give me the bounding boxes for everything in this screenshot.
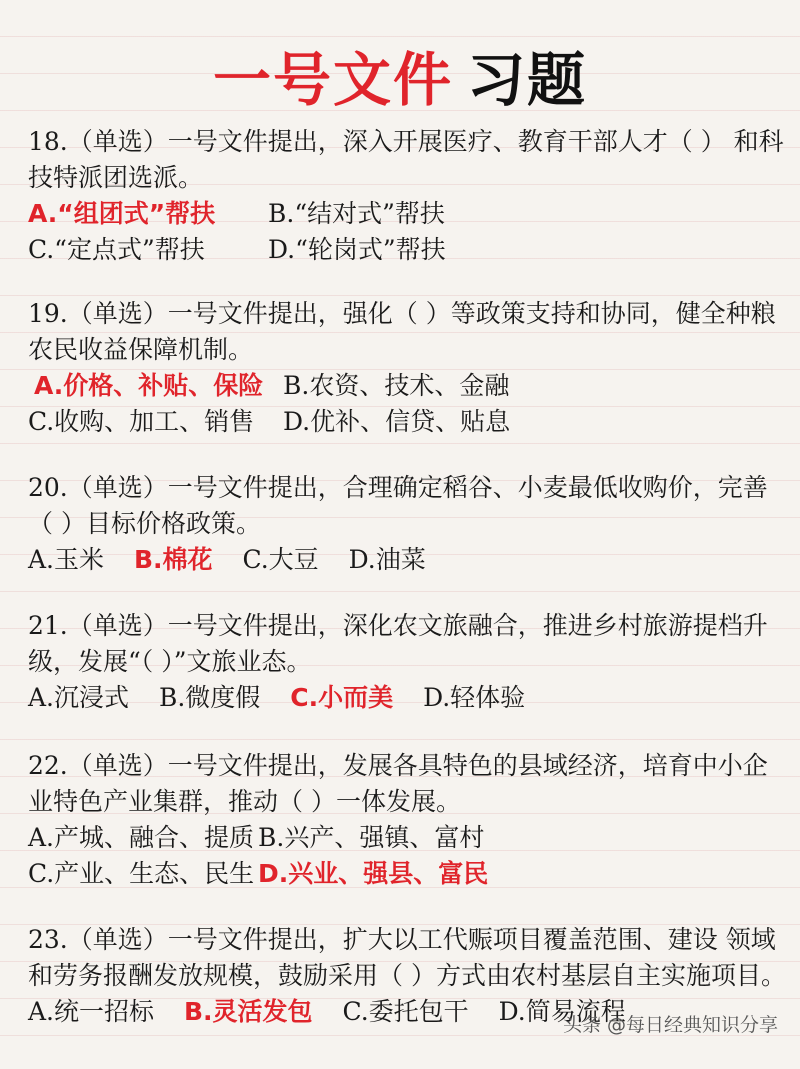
option-d: D.“轮岗式”帮扶	[268, 235, 446, 264]
option-c: C.大豆	[242, 545, 319, 574]
page-title	[0, 40, 800, 120]
question-20	[28, 470, 790, 578]
option-b: B.农资、技术、金融	[283, 371, 510, 400]
option-d: D.优补、信贷、贴息	[283, 407, 511, 436]
question-18	[28, 124, 790, 268]
option-d: D.简易流程	[498, 997, 626, 1026]
option-a-correct: A.“组团式”帮扶	[28, 199, 216, 228]
option-a-correct: A.价格、补贴、保险	[34, 371, 264, 400]
option-a: A.沉浸式	[28, 683, 130, 712]
title-red-part: 一号文件	[212, 46, 453, 114]
option-d: D.油菜	[348, 545, 426, 574]
option-b: B.兴产、强镇、富村	[258, 823, 485, 852]
option-c-correct: C.小而美	[290, 683, 394, 712]
title-black-part: 习题	[467, 46, 588, 114]
option-a: A.统一招标	[28, 997, 155, 1026]
question-text: 21.（单选）一号文件提出，深化农文旅融合，推进乡村旅游提档升级，发展“（ ）”文旅业态。	[28, 611, 768, 676]
option-d-correct: D.兴业、强县、富民	[258, 859, 489, 888]
option-a: A.玉米	[28, 545, 105, 574]
option-b-correct: B.棉花	[133, 545, 213, 574]
question-21	[28, 608, 790, 716]
options	[28, 542, 790, 578]
question-text: 23.（单选）一号文件提出，扩大以工代赈项目覆盖范围、建设 领域和劳务报酬发放规模，鼓励采用（ ）方式由农村基层自主实施项目。	[28, 925, 786, 990]
question-22	[28, 748, 790, 892]
option-c: C.“定点式”帮扶	[28, 235, 205, 264]
question-text: 22.（单选）一号文件提出，发展各具特色的县域经济，培育中小企业特色产业集群，推动（ ）一体发展。	[28, 751, 768, 816]
question-text: 18.（单选）一号文件提出，深入开展医疗、教育干部人才（ ） 和科技特派团选派。	[28, 127, 784, 192]
question-text: 19.（单选）一号文件提出，强化（ ）等政策支持和协同，健全种粮农民收益保障机制。	[28, 299, 776, 364]
option-c: C.收购、加工、销售	[28, 407, 255, 436]
option-b: B.“结对式”帮扶	[268, 199, 445, 228]
options	[28, 680, 790, 716]
question-19	[28, 296, 790, 440]
option-a: A.产城、融合、提质	[28, 823, 255, 852]
options	[28, 368, 528, 440]
question-text: 20.（单选）一号文件提出，合理确定稻谷、小麦最低收购价，完善（ ）目标价格政策。	[28, 473, 768, 538]
source-watermark: 头条 @每日经典知识分享	[562, 1014, 778, 1036]
options	[28, 196, 483, 268]
option-c: C.委托包干	[342, 997, 469, 1026]
option-c: C.产业、生态、民生	[28, 859, 255, 888]
option-b-correct: B.灵活发包	[183, 997, 313, 1026]
option-b: B.微度假	[158, 683, 261, 712]
option-d: D.轻体验	[423, 683, 526, 712]
options	[28, 820, 508, 892]
